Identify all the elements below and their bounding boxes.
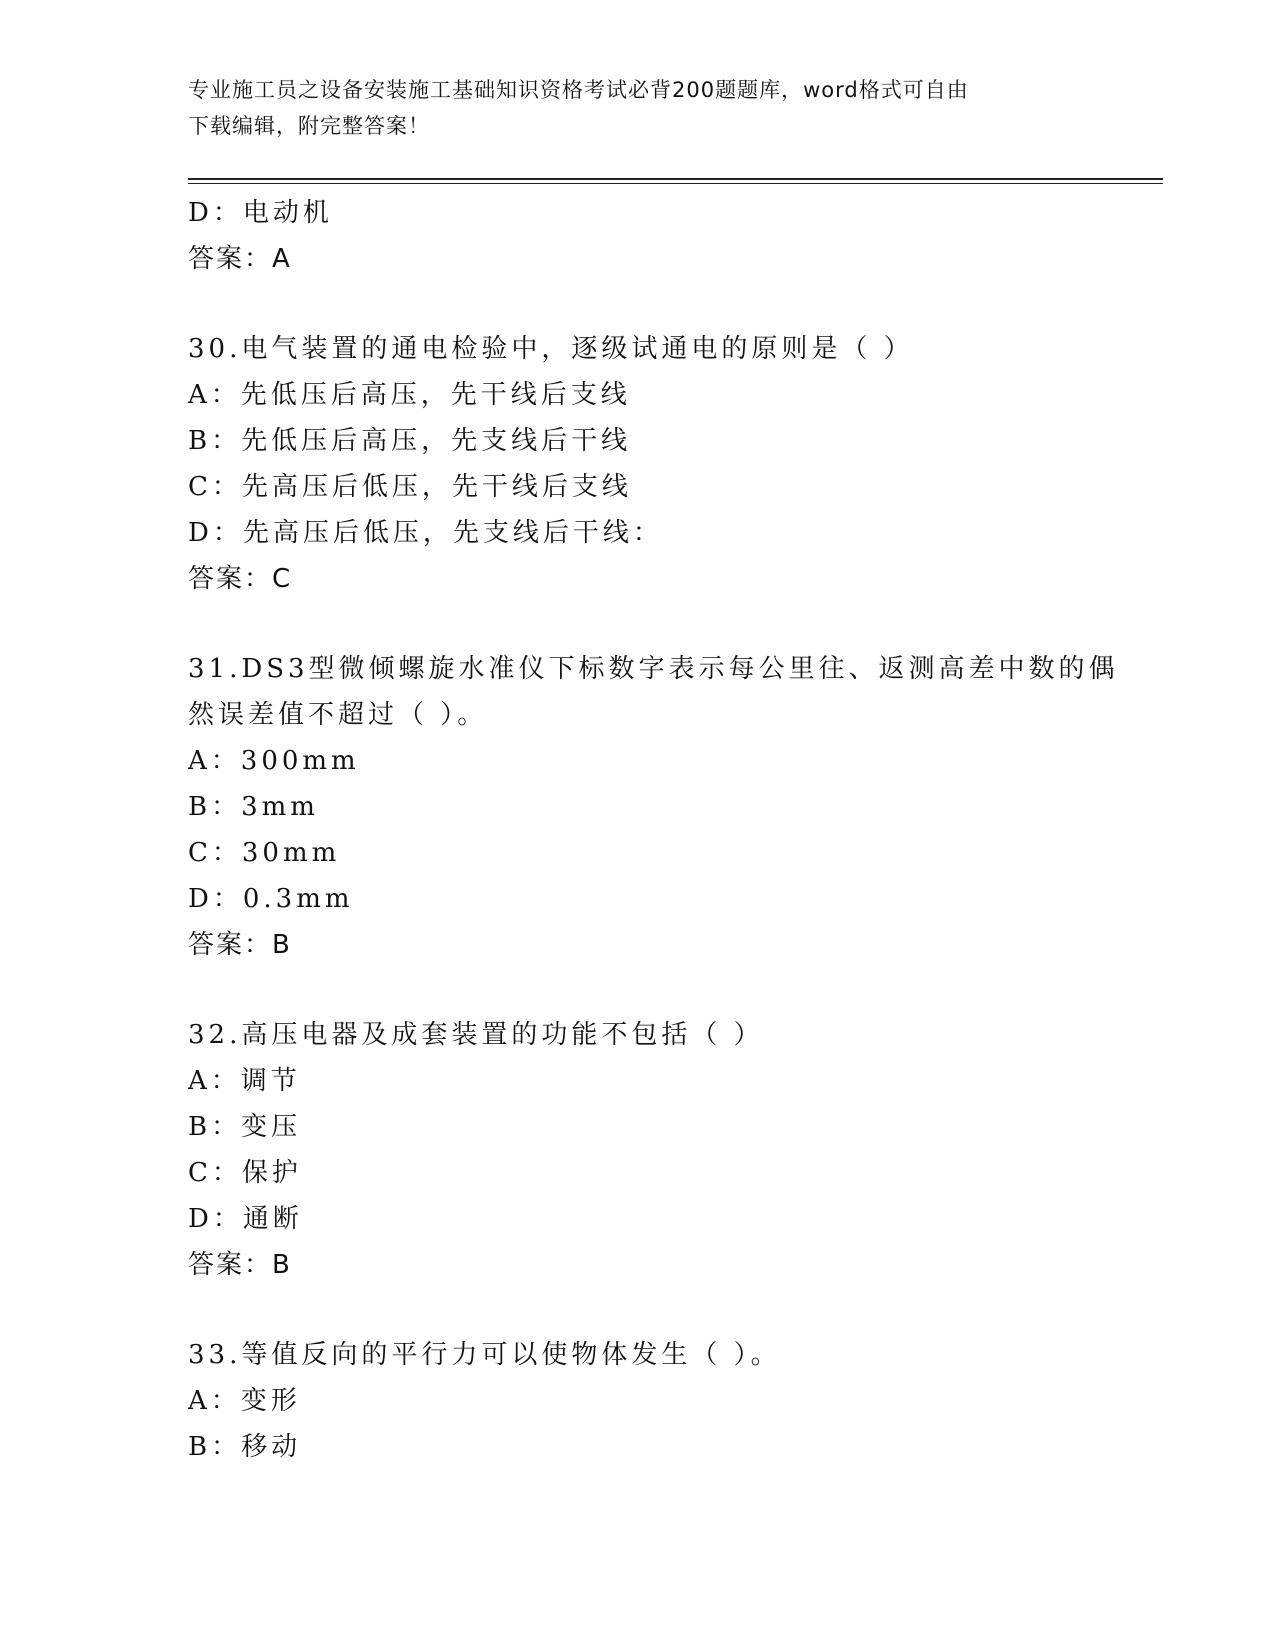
option-c: C：先高压后低压，先干线后支线: [188, 472, 632, 502]
document-header: [188, 72, 1068, 144]
option-d: D：0.3mm: [188, 884, 354, 914]
question-stem: 30.电气装置的通电检验中，逐级试通电的原则是（ ）: [188, 334, 914, 364]
header-rule-thin: [188, 183, 1163, 184]
option-a: A：变形: [188, 1386, 301, 1416]
question-33: [188, 1332, 1088, 1470]
answer: 答案：C: [188, 564, 293, 594]
question-stem: 33.等值反向的平行力可以使物体发生（ ）。: [188, 1340, 781, 1370]
answer: 答案：B: [188, 930, 292, 960]
option-c: C：30mm: [188, 838, 341, 868]
option-b: B：3mm: [188, 792, 319, 822]
answer: 答案：A: [188, 244, 292, 274]
question-31: [188, 646, 1119, 968]
option-b: B：先低压后高压，先支线后干线: [188, 426, 632, 456]
question-29: [188, 190, 1088, 282]
question-list: [188, 190, 1119, 1470]
answer: 答案：B: [188, 1250, 292, 1280]
question-stem: 32.高压电器及成套装置的功能不包括（ ）: [188, 1020, 764, 1050]
option-a: A：300mm: [188, 746, 360, 776]
option-d: D：电动机: [188, 198, 333, 228]
option-c: C：保护: [188, 1158, 302, 1188]
header-line-2: 下载编辑，附完整答案！: [188, 114, 430, 138]
option-d: D：先高压后低压，先支线后干线：: [188, 518, 663, 548]
option-d: D：通断: [188, 1204, 303, 1234]
question-32: [188, 1012, 1088, 1288]
header-line-1: 专业施工员之设备安装施工基础知识资格考试必背200题题库，word格式可自由: [188, 78, 969, 102]
option-a: A：先低压后高压，先干线后支线: [188, 380, 631, 410]
question-stem-line-1: 31.DS3型微倾螺旋水准仪下标数字表示每公里往、返测高差中数的偶: [188, 654, 1119, 684]
option-b: B：变压: [188, 1112, 302, 1142]
question-stem-line-2: 然误差值不超过（ ）。: [188, 700, 488, 730]
option-b: B：移动: [188, 1432, 302, 1462]
option-a: A：调节: [188, 1066, 301, 1096]
question-30: [188, 326, 1088, 602]
header-rule-thick: [188, 178, 1163, 180]
